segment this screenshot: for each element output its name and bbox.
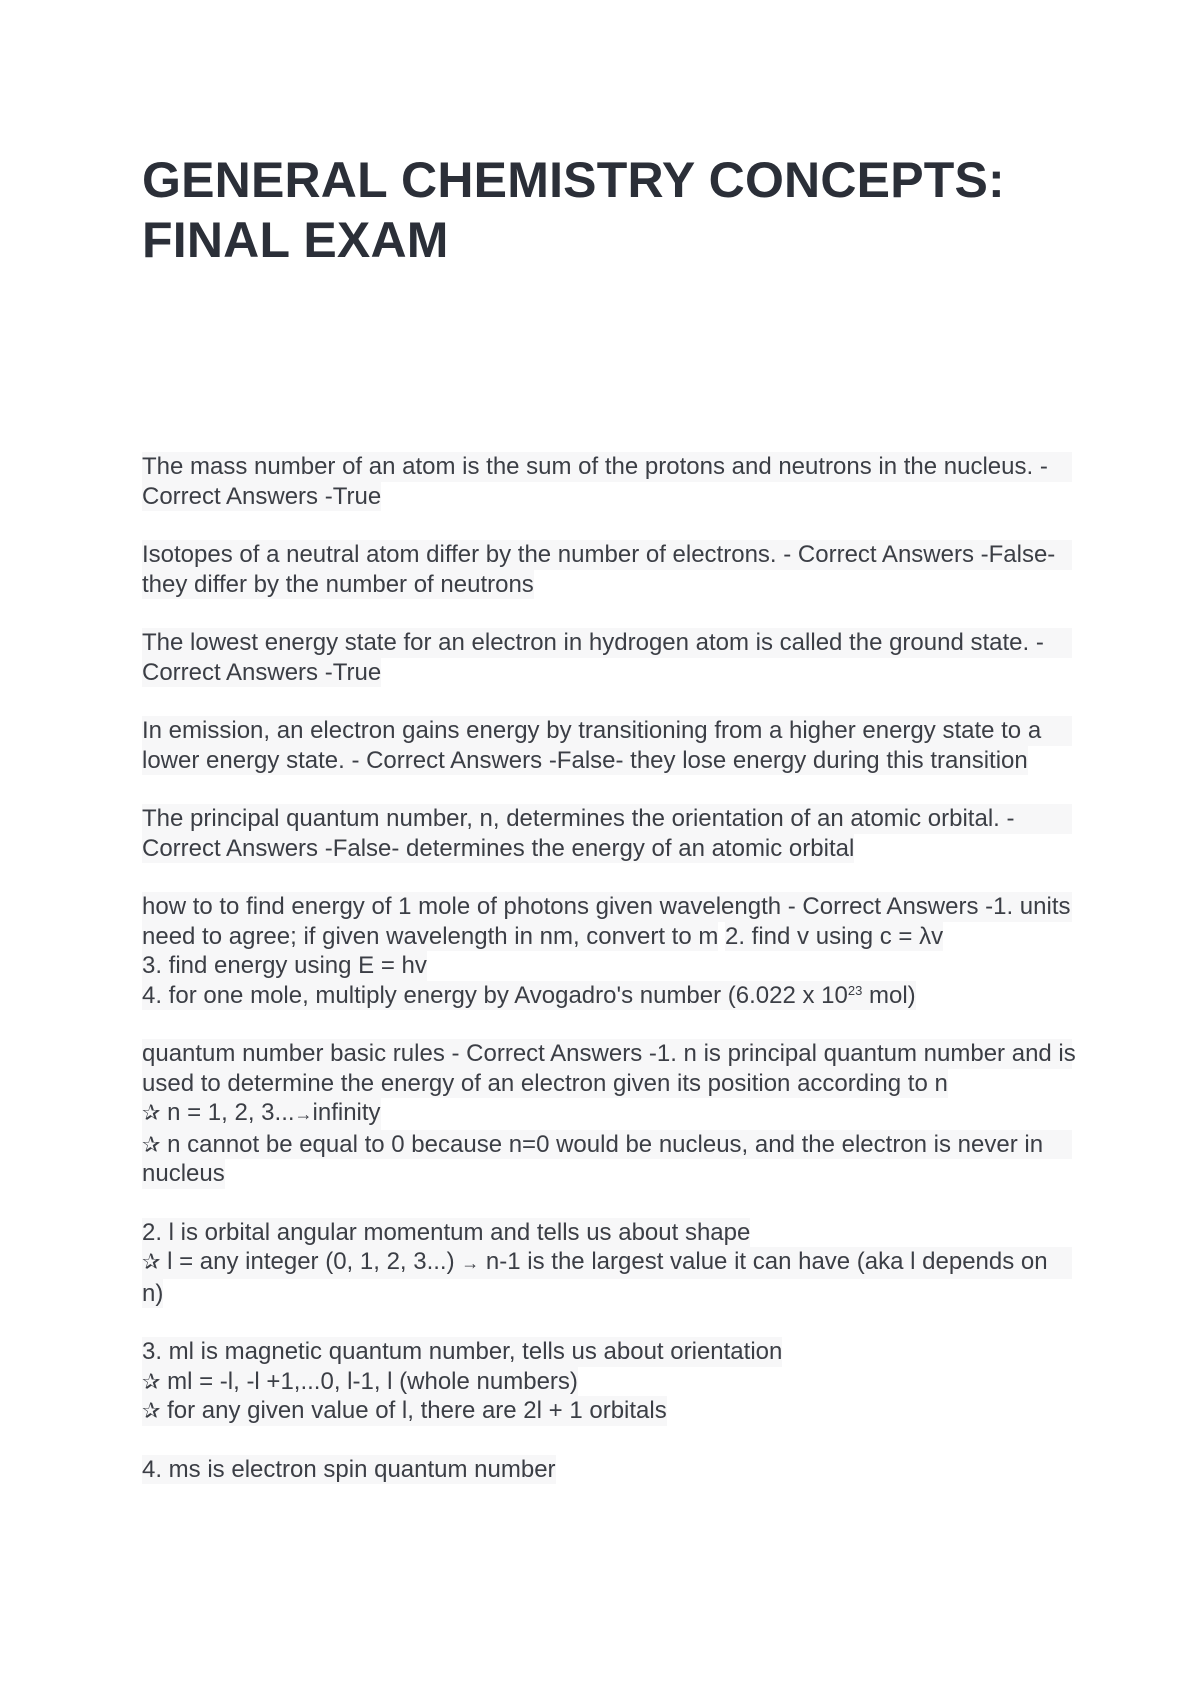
qa-item-emission <box>142 716 1072 775</box>
text-line: Correct Answers -True <box>142 658 382 686</box>
title-line-2: FINAL EXAM <box>142 212 449 268</box>
text-line: Correct Answers -False- determines the energy of an atomic orbital <box>142 834 855 862</box>
text-line: lower energy state. - Correct Answers -False- they lose energy during this transition <box>142 746 1028 774</box>
qa-item-mass-number <box>142 452 1072 511</box>
text-line: Isotopes of a neutral atom differ by the number of electrons. - Correct Answers -False- <box>142 540 1072 570</box>
text-line: 2. l is orbital angular momentum and tells us about shape <box>142 1218 751 1246</box>
arrow-right-icon: → <box>461 1253 480 1273</box>
text-segment: mol) <box>862 981 916 1009</box>
text-line: 3. ml is magnetic quantum number, tells us about orientation <box>142 1338 783 1365</box>
superscript-exponent: 23 <box>847 982 863 998</box>
text-line: 3. find energy using E = hv <box>142 952 427 979</box>
text-line: how to to find energy of 1 mole of photons given wavelength - Correct Answers -1. units <box>142 893 1071 920</box>
star-icon: ✰ <box>142 1368 161 1394</box>
star-icon: ✰ <box>142 1100 161 1125</box>
text-line <box>142 1098 381 1130</box>
text-line: The mass number of an atom is the sum of the protons and neutrons in the nucleus. - <box>142 452 1072 482</box>
text-segment: 4. for one mole, multiply energy by Avogadro's number (6.022 x 10 <box>142 981 848 1009</box>
text-line: n) <box>142 1279 164 1307</box>
text-line: The principal quantum number, n, determines the orientation of an atomic orbital. - <box>142 804 1072 834</box>
star-icon: ✰ <box>142 1249 161 1274</box>
qa-item-orbital-angular <box>142 1218 1072 1309</box>
qa-item-spin <box>142 1455 1072 1485</box>
text-line: 4. ms is electron spin quantum number <box>142 1455 556 1483</box>
text-segment: for any given value of l, there are 2l + 1 orbitals <box>160 1397 667 1424</box>
text-segment: l = any integer (0, 1, 2, 3...) <box>160 1248 462 1275</box>
text-line: nucleus <box>142 1160 225 1187</box>
text-segment: n-1 is the largest value it can have (aka l depends on <box>479 1248 1048 1275</box>
text-segment: n cannot be equal to 0 because n=0 would be nucleus, and the electron is never in <box>160 1130 1044 1158</box>
text-line: Correct Answers -True <box>142 482 382 510</box>
qa-item-isotopes <box>142 540 1072 599</box>
text-line: they differ by the number of neutrons <box>142 570 534 598</box>
arrow-right-icon: → <box>294 1104 313 1124</box>
qa-item-principal-quantum <box>142 804 1072 863</box>
qa-item-magnetic <box>142 1337 1072 1426</box>
text-line <box>142 1367 578 1397</box>
text-line <box>142 1247 1072 1279</box>
text-segment: ml = -l, -l +1,...0, l-1, l (whole numbers) <box>160 1367 578 1395</box>
text-line: used to determine the energy of an electron given its position according to n <box>142 1069 948 1097</box>
star-icon: ✰ <box>142 1398 161 1423</box>
text-segment: n = 1, 2, 3... <box>160 1099 295 1126</box>
text-line <box>142 1396 667 1426</box>
text-line <box>142 981 916 1011</box>
document-body <box>142 452 1076 1513</box>
text-line: In emission, an electron gains energy by transitioning from a higher energy state to a <box>142 716 1072 746</box>
document-title <box>142 150 1102 270</box>
qa-item-ground-state <box>142 628 1072 687</box>
text-line: quantum number basic rules - Correct Answers -1. n is principal quantum number and is <box>142 1040 1076 1067</box>
text-line: need to agree; if given wavelength in nm, convert to m <box>142 922 719 950</box>
qa-item-photon-energy <box>142 892 1072 1010</box>
star-icon: ✰ <box>142 1131 161 1157</box>
text-line <box>142 1130 1072 1160</box>
text-line: 2. find v using c = λv <box>725 922 944 950</box>
text-segment: infinity <box>312 1099 381 1126</box>
text-line: The lowest energy state for an electron in hydrogen atom is called the ground state. - <box>142 628 1072 658</box>
qa-item-quantum-rules <box>142 1039 1076 1189</box>
title-line-1: GENERAL CHEMISTRY CONCEPTS: <box>142 152 1005 208</box>
